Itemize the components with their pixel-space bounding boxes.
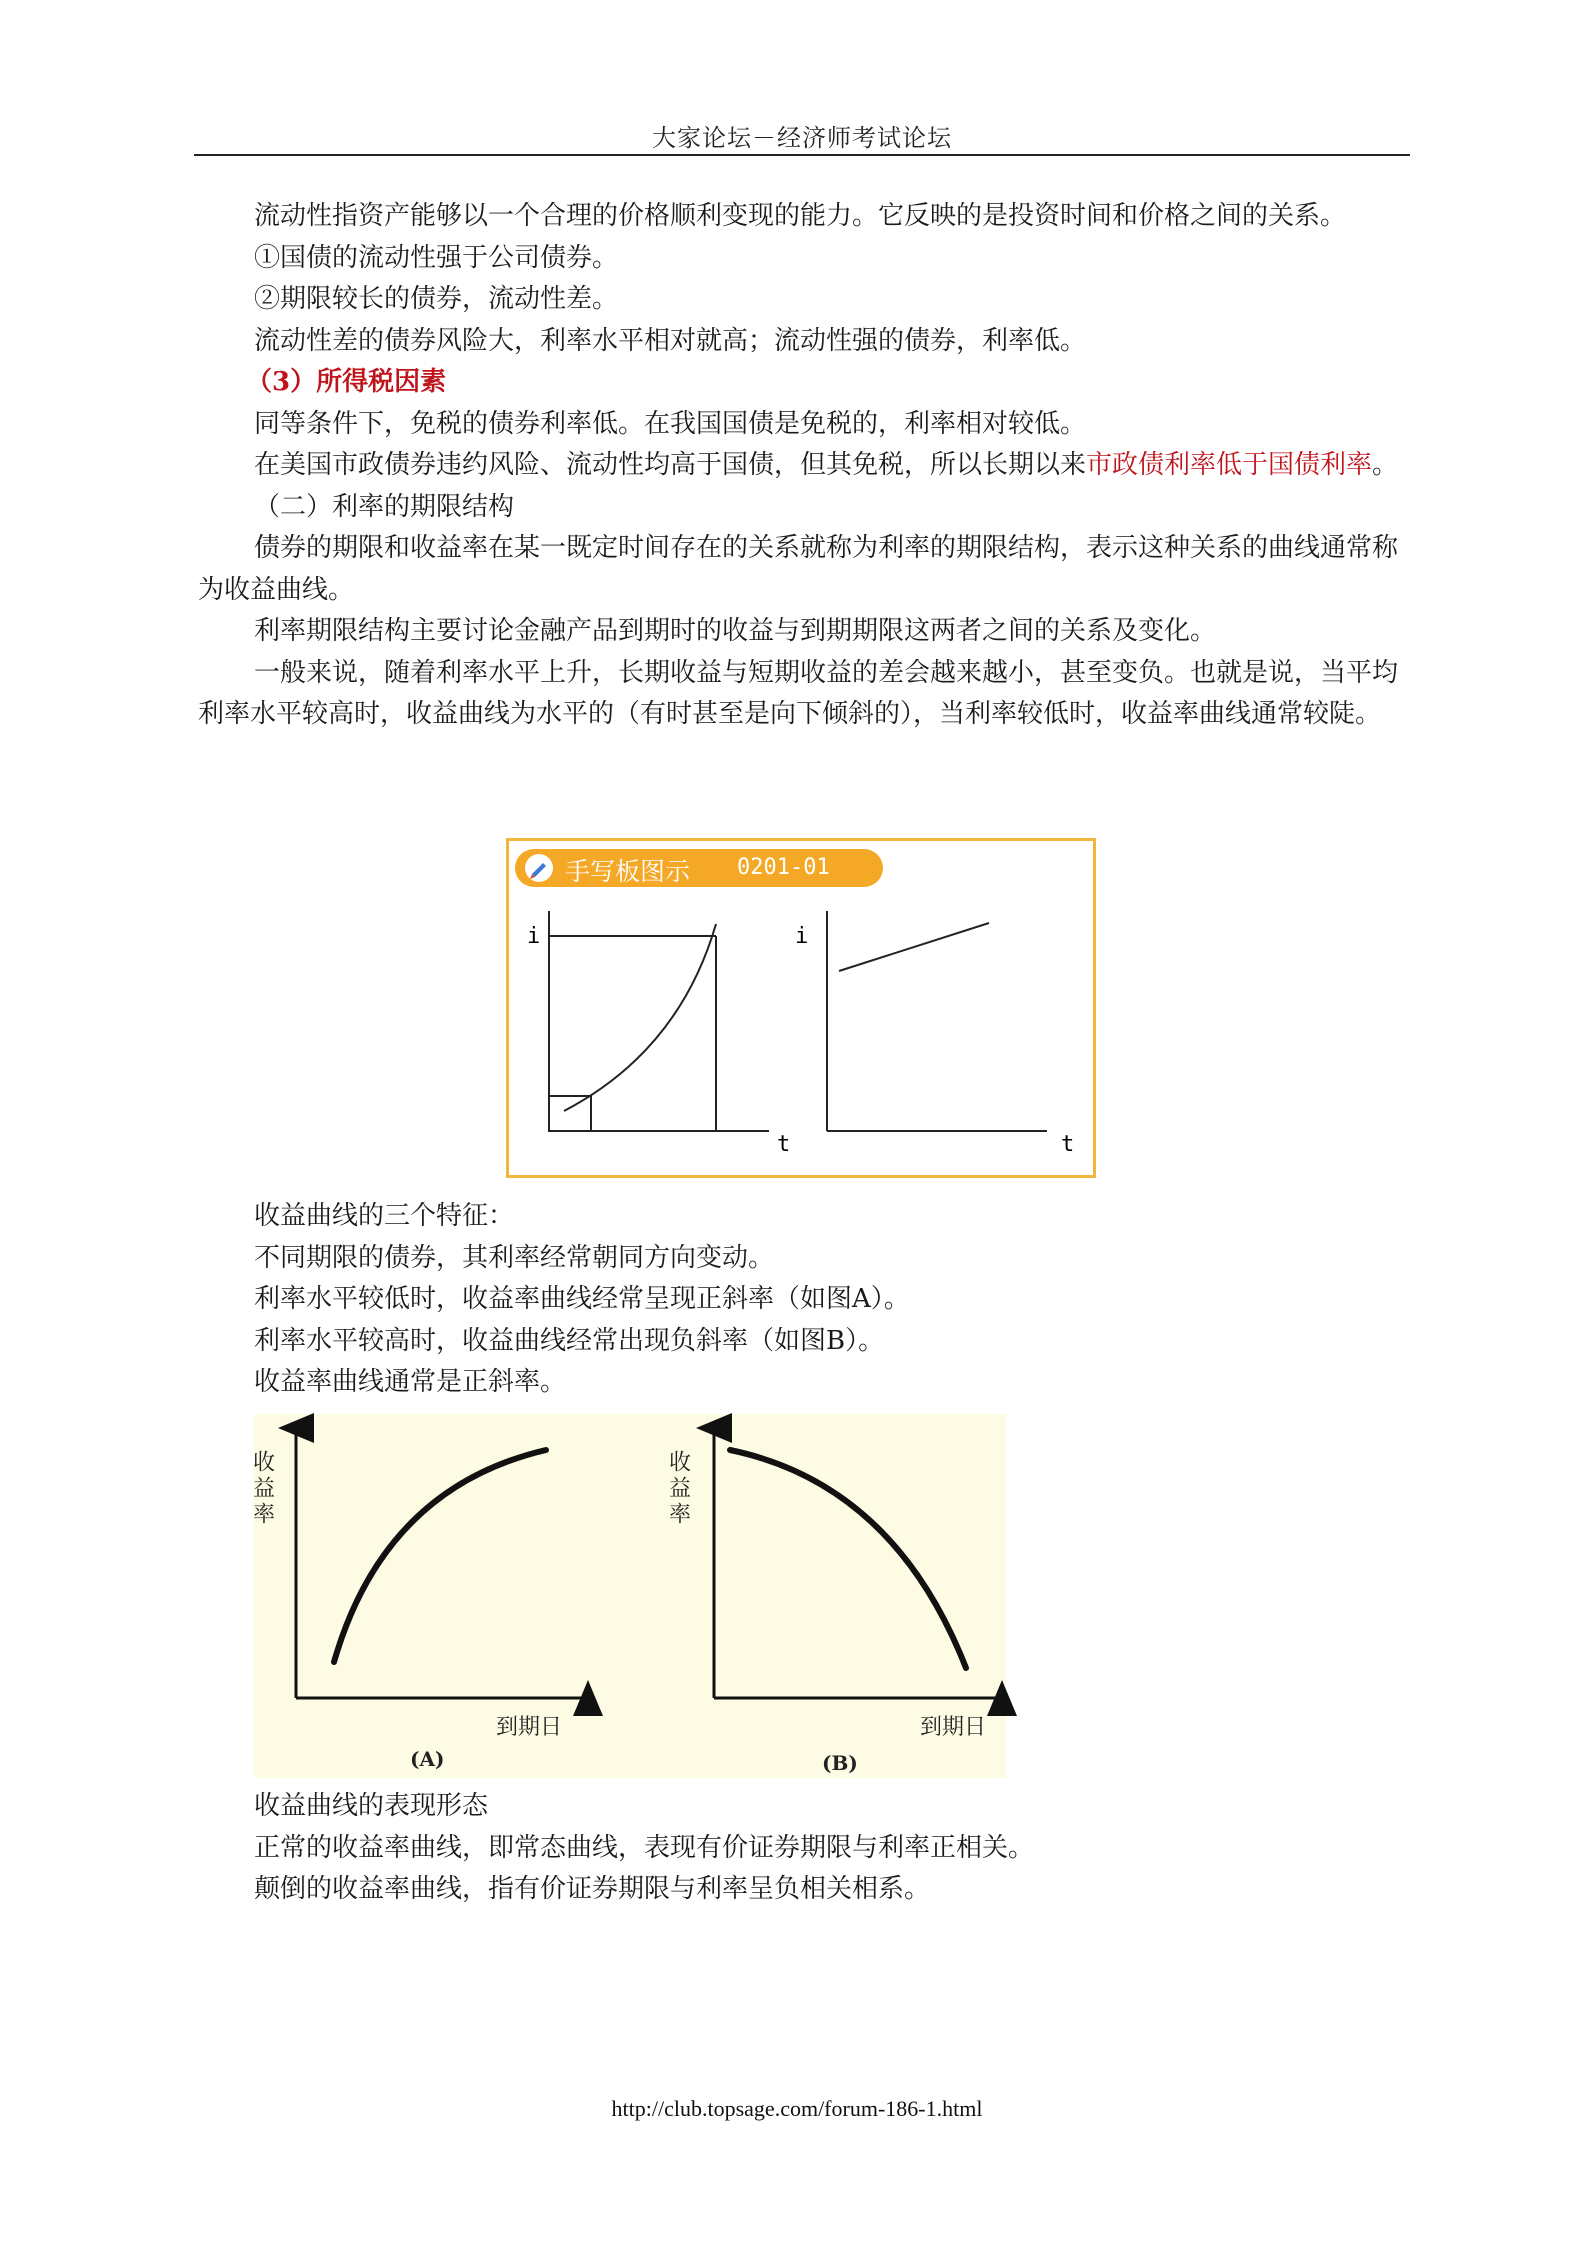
heading-income-tax: （3）所得税因素 bbox=[246, 367, 447, 397]
a-curve bbox=[334, 1450, 546, 1662]
paragraph-tax-exempt: 同等条件下，免税的债券利率低。在我国国债是免税的，利率相对较低。 bbox=[254, 408, 1087, 439]
right-xlabel: t bbox=[1061, 1132, 1075, 1157]
paragraph-rate-level-effect: 一般来说，随着利率水平上升，长期收益与短期收益的差会越来越小，甚至变负。也就是说，当平均利率水平较高时，收益曲线为水平的（有时甚至是向下倾斜的），当利率较低时，收益率曲线通常较陡。 bbox=[198, 657, 1399, 729]
b-xlabel: 到期日 bbox=[920, 1715, 987, 1740]
features-title: 收益曲线的三个特征： bbox=[254, 1201, 515, 1231]
left-small-box bbox=[549, 1096, 591, 1131]
paragraph-liquidity-risk: 流动性差的债券风险大，利率水平相对就高；流动性强的债券，利率低。 bbox=[254, 325, 1087, 356]
paragraph-term-structure-focus: 利率期限结构主要讨论金融产品到期时的收益与到期期限这两者之间的关系及变化。 bbox=[254, 616, 1217, 646]
header-divider bbox=[194, 154, 1410, 156]
a-ylabel: 收益率 bbox=[249, 1450, 275, 1528]
features-section bbox=[198, 1196, 1404, 1404]
forms-section bbox=[198, 1786, 1404, 1911]
figure1-drawing bbox=[509, 841, 1093, 1175]
right-line bbox=[839, 923, 989, 971]
us-municipal-text: 在美国市政债券违约风险、流动性均高于国债，但其免税，所以长期以来 bbox=[254, 450, 1087, 480]
forms-title: 收益曲线的表现形态 bbox=[254, 1791, 489, 1821]
feature-1: 不同期限的债券，其利率经常朝同方向变动。 bbox=[254, 1242, 775, 1273]
yield-curves-figure bbox=[249, 1414, 1006, 1778]
b-curve bbox=[730, 1450, 966, 1668]
page-footer-url: http://club.topsage.com/forum-186-1.html bbox=[611, 2096, 983, 2121]
figure-tag-code: 0201-01 bbox=[737, 855, 830, 880]
form-normal: 正常的收益率曲线，即常态曲线，表现有价证券期限与利率正相关。 bbox=[254, 1832, 1035, 1863]
feature-2: 利率水平较低时，收益率曲线经常呈现正斜率（如图A）。 bbox=[254, 1284, 910, 1314]
left-curve bbox=[564, 924, 716, 1111]
feature-4: 收益率曲线通常是正斜率。 bbox=[254, 1367, 567, 1397]
yield-curves-drawing bbox=[249, 1414, 1006, 1778]
us-municipal-highlight: 市政债利率低于国债利率 bbox=[1086, 450, 1373, 480]
us-municipal-end: 。 bbox=[1372, 450, 1399, 480]
left-xlabel: t bbox=[777, 1132, 791, 1157]
paragraph-term-structure-definition: 债券的期限和收益率在某一既定时间存在的关系就称为利率的期限结构，表示这种关系的曲线通常称为收益曲线。 bbox=[198, 533, 1399, 605]
right-ylabel: i bbox=[795, 924, 809, 949]
paragraph-point-2: ②期限较长的债券，流动性差。 bbox=[254, 284, 619, 314]
paragraph-point-1: ①国债的流动性强于公司债券。 bbox=[254, 242, 619, 273]
document-body bbox=[198, 196, 1404, 736]
b-ylabel: 收益率 bbox=[665, 1450, 691, 1528]
left-ylabel: i bbox=[527, 924, 541, 949]
b-caption: (B) bbox=[822, 1751, 858, 1775]
feature-3: 利率水平较高时，收益曲线经常出现负斜率（如图B）。 bbox=[254, 1325, 885, 1356]
a-xlabel: 到期日 bbox=[496, 1715, 563, 1740]
paragraph-us-municipal bbox=[198, 445, 1404, 487]
page-header-title: 大家论坛－经济师考试论坛 bbox=[652, 124, 952, 152]
paragraph-liquidity-definition: 流动性指资产能够以一个合理的价格顺利变现的能力。它反映的是投资时间和价格之间的关系。 bbox=[254, 201, 1347, 231]
handwriting-board-figure bbox=[506, 838, 1096, 1178]
figure-tag-label: 手写板图示 bbox=[565, 857, 691, 886]
form-inverted: 颠倒的收益率曲线，指有价证券期限与利率呈负相关相系。 bbox=[254, 1874, 931, 1904]
a-caption: (A) bbox=[410, 1747, 445, 1771]
heading-term-structure: （二）利率的期限结构 bbox=[254, 491, 515, 522]
